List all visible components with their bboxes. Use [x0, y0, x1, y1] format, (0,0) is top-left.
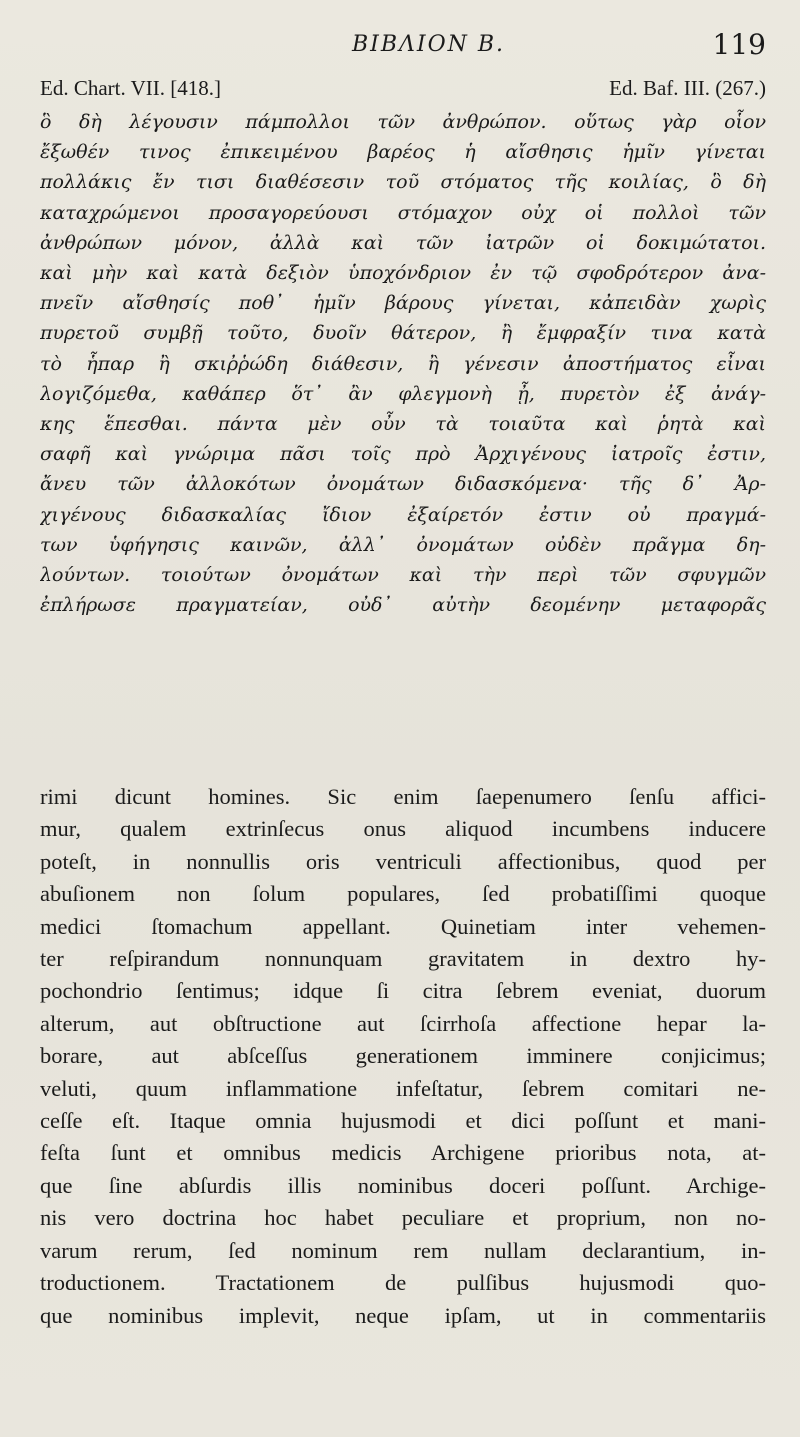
- greek-line: χιγένους διδασκαλίας ἴδιον ἐξαίρετόν ἐστιν οὐ πραγμά-: [40, 503, 766, 526]
- greek-line: ἀνθρώπων μόνον, ἀλλὰ καὶ τῶν ἰατρῶν οἱ δοκιμώτατοι.: [40, 231, 766, 254]
- latin-line: veluti, quum inflammatione infeſtatur, ſebrem comitari ne-: [40, 1075, 766, 1101]
- latin-line: pochondrio ſentimus; idque ſi citra ſebrem eveniat, duorum: [40, 978, 766, 1004]
- latin-line: que nominibus implevit, neque ipſam, ut in commentariis: [40, 1302, 766, 1328]
- latin-line: alterum, aut obſtructione aut ſcirrhoſa affectione hepar la-: [40, 1010, 766, 1036]
- greek-line: πυρετοῦ συμβῇ τοῦτο, δυοῖν θάτερον, ἢ ἔμφραξίν τινα κατὰ: [40, 322, 766, 345]
- greek-line: ἄνευ τῶν ἀλλοκότων ὀνομάτων διδασκόμενα· τῆς δ᾽ Ἀρ-: [40, 473, 766, 496]
- edition-references: [40, 76, 770, 106]
- greek-line: σαφῆ καὶ γνώριμα πᾶσι τοῖς πρὸ Ἀρχιγένους ἰατροῖς ἐστιν,: [40, 443, 766, 466]
- greek-line: λογιζόμεθα, καθάπερ ὅτ᾽ ἂν φλεγμονὴ ᾖ, πυρετὸν ἐξ ἀνάγ-: [40, 382, 766, 405]
- greek-line: κης ἕπεσθαι. πάντα μὲν οὖν τὰ τοιαῦτα καὶ ῥητὰ καὶ: [40, 413, 766, 436]
- greek-line: καταχρώμενοι προσαγορεύουσι στόμαχον οὐχ οἱ πολλοὶ τῶν: [40, 201, 766, 224]
- greek-line: ἐπλήρωσε πραγματείαν, οὐδ᾽ αὐτὴν δεομένην μεταφορᾶς: [40, 594, 766, 617]
- latin-line: borare, aut abſceſſus generationem imminere conjicimus;: [40, 1043, 766, 1069]
- latin-line: troductionem. Tractationem de pulſibus hujusmodi quo-: [40, 1270, 766, 1296]
- latin-line: medici ſtomachum appellant. Quinetiam inter vehemen-: [40, 913, 766, 939]
- running-title: ΒΙΒΛΙΟΝ Β.: [352, 32, 506, 57]
- latin-line: ceſſe eſt. Itaque omnia hujusmodi et dici poſſunt et mani-: [40, 1108, 766, 1134]
- greek-text-block: [40, 107, 766, 620]
- latin-line: poteſt, in nonnullis oris ventriculi affectionibus, quod per: [40, 848, 766, 874]
- latin-line: ter reſpirandum nonnunquam gravitatem in dextro hy-: [40, 946, 766, 972]
- edition-chartier-reference: Ed. Chart. VII. [418.]: [40, 76, 221, 100]
- latin-line: abuſionem non ſolum populares, ſed probatiſſimi quoque: [40, 881, 766, 907]
- latin-line: rimi dicunt homines. Sic enim ſaepenumero ſenſu affici-: [40, 784, 766, 809]
- edition-basel-reference: Ed. Baf. III. (267.): [609, 76, 766, 100]
- latin-line: nis vero doctrina hoc habet peculiare et proprium, non no-: [40, 1205, 766, 1231]
- latin-text-block: [40, 781, 766, 1332]
- greek-line: λούντων. τοιούτων ὀνομάτων καὶ τὴν περὶ τῶν σφυγμῶν: [40, 564, 766, 587]
- page-number: 119: [712, 28, 766, 61]
- page-header: [40, 28, 770, 68]
- greek-line: πνεῖν αἴσθησίς ποθ᾽ ἡμῖν βάρους γίνεται, κἀπειδὰν χωρὶς: [40, 292, 766, 315]
- greek-line: των ὑφήγησις καινῶν, ἀλλ᾽ ὀνομάτων οὐδὲν πρᾶγμα δη-: [40, 533, 766, 556]
- greek-line: τὸ ἧπαρ ἢ σκιῤῥώδη διάθεσιν, ἢ γένεσιν ἀποστήματος εἶναι: [40, 352, 766, 375]
- greek-line: ἔξωθέν τινος ἐπικειμένου βαρέος ἡ αἴσθησις ἡμῖν γίνεται: [40, 141, 766, 164]
- greek-line: καὶ μὴν καὶ κατὰ δεξιὸν ὑποχόνδριον ἐν τῷ σφοδρότερον ἀνα-: [40, 262, 766, 285]
- greek-line: πολλάκις ἔν τισι διαθέσεσιν τοῦ στόματος τῆς κοιλίας, ὃ δὴ: [40, 171, 766, 194]
- latin-line: mur, qualem extrinſecus onus aliquod incumbens inducere: [40, 816, 766, 842]
- latin-line: que ſine abſurdis illis nominibus doceri poſſunt. Archige-: [40, 1172, 766, 1198]
- latin-line: varum rerum, ſed nominum rem nullam declarantium, in-: [40, 1237, 766, 1263]
- greek-line: ὃ δὴ λέγουσιν πάμπολλοι τῶν ἀνθρώπον. οὕτως γὰρ οἷον: [40, 111, 766, 133]
- latin-line: feſta ſunt et omnibus medicis Archigene prioribus nota, at-: [40, 1140, 766, 1166]
